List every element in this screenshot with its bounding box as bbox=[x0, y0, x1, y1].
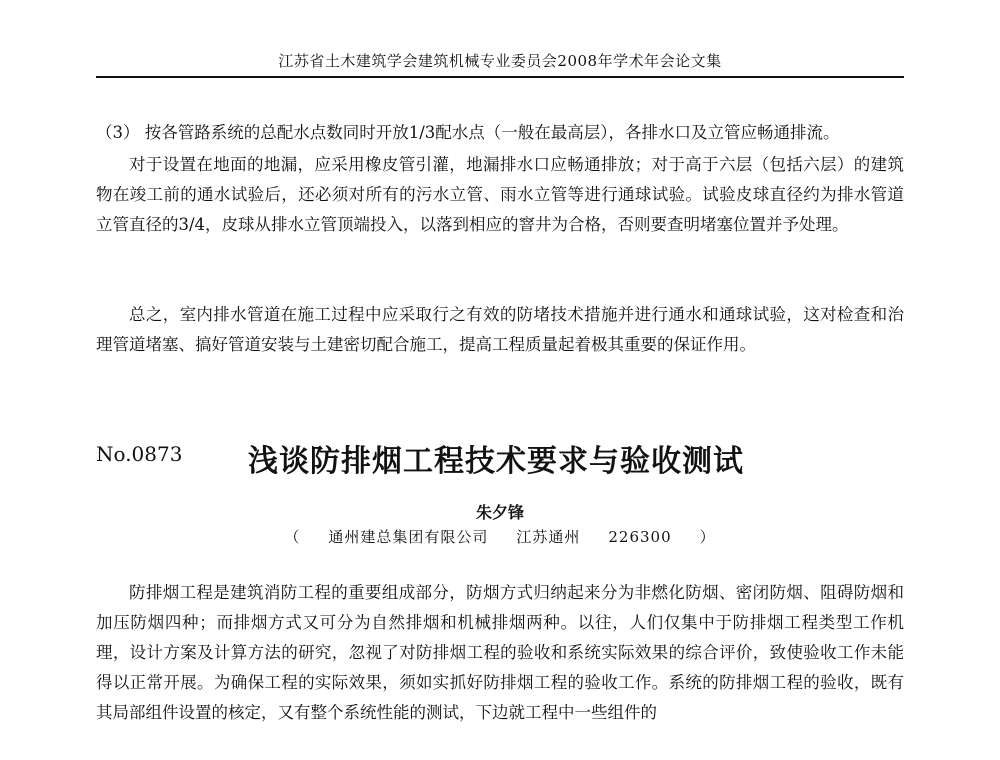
article-title: 浅谈防排烟工程技术要求与验收测试 bbox=[248, 444, 744, 479]
paragraph-ball-test-step3: （3） 按各管路系统的总配水点数同时开放1/3配水点（一般在最高层），各排水口及立管应畅通排流。 bbox=[96, 123, 840, 142]
paragraph-conclusion: 总之，室内排水管道在施工过程中应采取行之有效的防堵技术措施并进行通水和通球试验，这对检查和治理管道堵塞、搞好管道安装与土建密切配合施工，提高工程质量起着极其重要的保证作用。 bbox=[96, 305, 904, 354]
paragraph-article-intro: 防排烟工程是建筑消防工程的重要组成部分，防烟方式归纳起来分为非燃化防烟、密闭防烟、阻碍防烟和加压防烟四种；而排烟方式又可分为自然排烟和机械排烟两种。以往，人们仅集中于防排烟工程类型工作机理，设计方案及计算方法的研究，忽视了对防排烟工程的验收和系统实际效果的综合评价，致使验收工作未能得以正常开展。为确保工程的实际效果，须如实抓好防排烟工程的验收工作。系统的防排烟工程的验收，既有其局部组件设置的核定，又有整个系统性能的测试，下边就工程中一些组件的 bbox=[96, 583, 904, 722]
affiliation-location: 江苏通州 bbox=[516, 528, 581, 546]
author-name: 朱夕锋 bbox=[475, 503, 524, 522]
affiliation-org: 通州建总集团有限公司 bbox=[328, 528, 489, 546]
affiliation-open-paren: （ bbox=[284, 528, 301, 546]
affiliation-close-paren: ） bbox=[699, 528, 716, 546]
article-title-row bbox=[96, 436, 904, 480]
paragraph-ball-test: 对于设置在地面的地漏，应采用橡皮管引灌，地漏排水口应畅通排放；对于高于六层（包括六层）的建筑物在竣工前的通水试验后，还必须对所有的污水立管、雨水立管等进行通球试验。试验皮球直径约为排水管道立管直径的3/4，皮球从排水立管顶端投入，以落到相应的窨井为合格，否则要查明堵塞位置并予处理。 bbox=[96, 155, 904, 234]
affiliation-postcode: 226300 bbox=[608, 528, 672, 546]
header-rule bbox=[96, 76, 904, 78]
author-affiliation bbox=[96, 526, 904, 547]
article-number: No.0873 bbox=[96, 442, 183, 466]
running-header: 江苏省土木建筑学会建筑机械专业委员会2008年学术年会论文集 bbox=[278, 52, 722, 70]
